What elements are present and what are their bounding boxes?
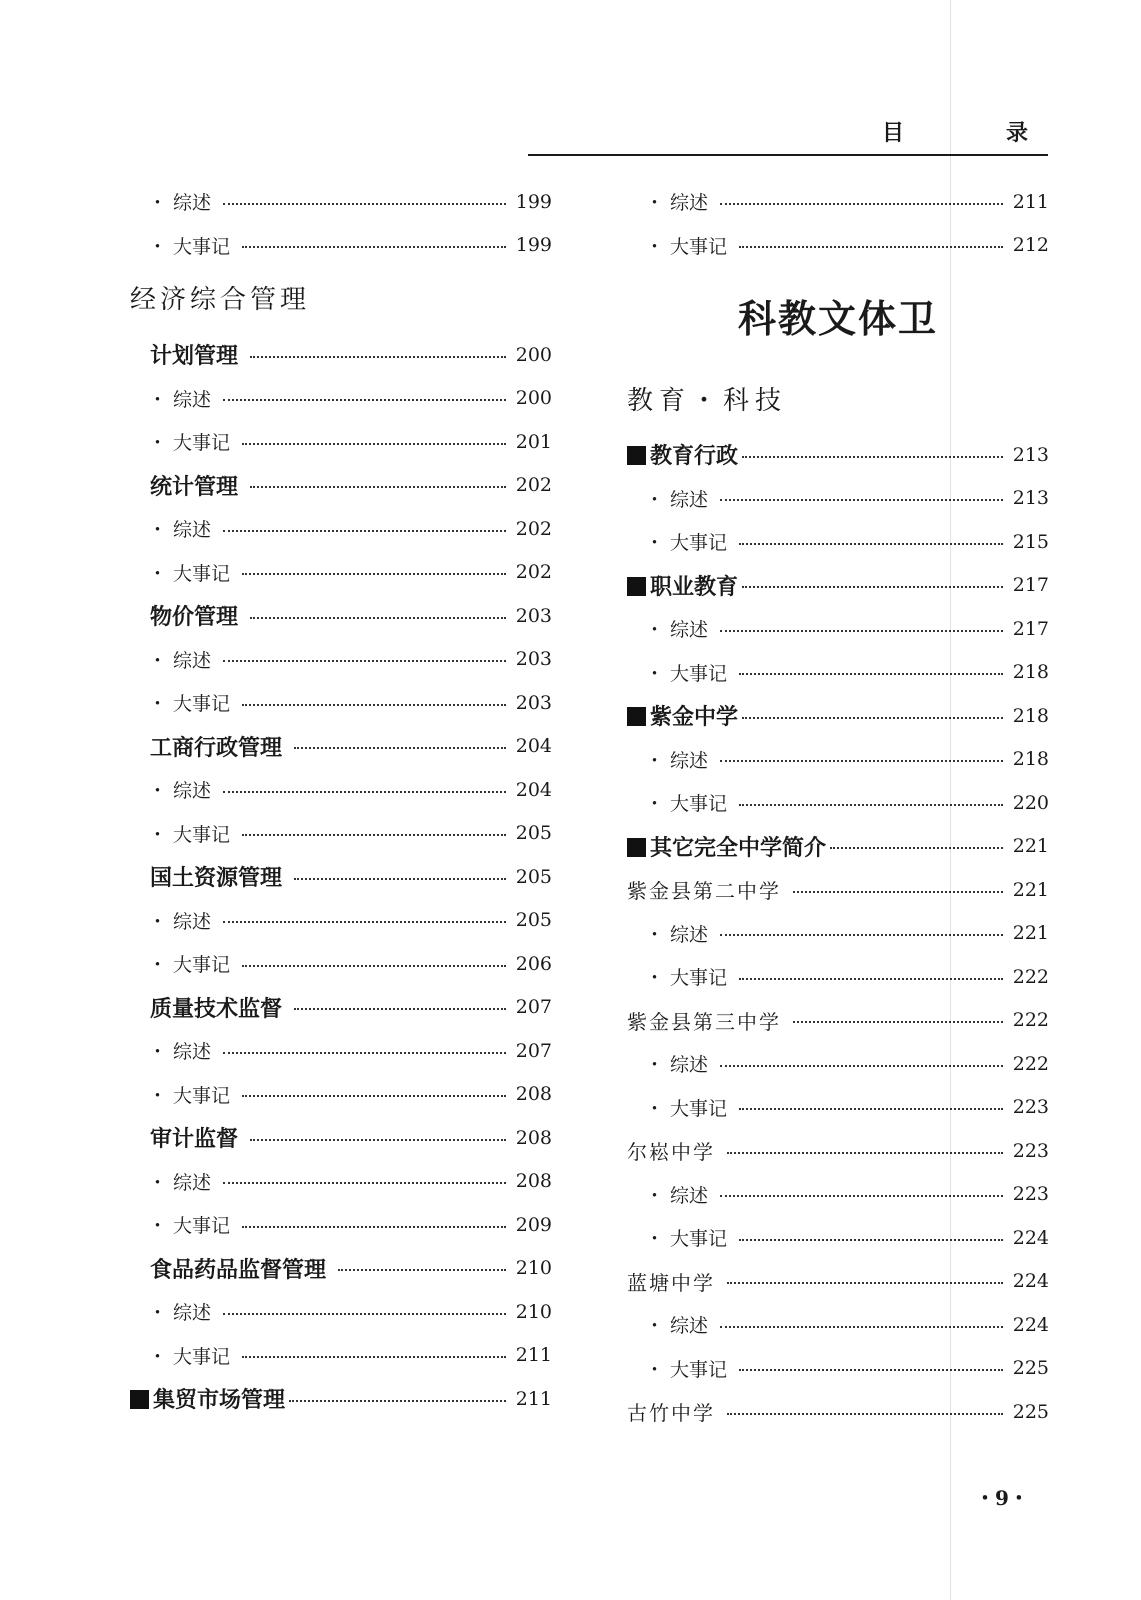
page-ref: 218 — [1012, 661, 1049, 684]
page-ref: 223 — [1012, 1139, 1049, 1162]
toc-item[interactable]: ・ 综述 221 — [645, 922, 1049, 946]
page-ref: 218 — [1012, 748, 1049, 771]
page-ref: 202 — [515, 474, 552, 497]
toc-item[interactable]: ・ 综述 199 — [148, 190, 552, 215]
toc-item[interactable]: ・ 综述 208 — [148, 1170, 552, 1194]
page-ref: 217 — [1012, 617, 1049, 640]
dot-leader — [223, 203, 506, 205]
toc-item[interactable]: ・ 大事记 203 — [148, 691, 552, 716]
dot-leader — [250, 617, 506, 619]
toc-item[interactable]: ・ 大事记 223 — [645, 1096, 1049, 1120]
dot-leader — [223, 1182, 506, 1184]
toc-item[interactable]: ・ 综述 200 — [148, 387, 552, 411]
dot-leader — [742, 456, 1003, 458]
page-ref: 211 — [1012, 190, 1049, 213]
page-ref: 204 — [515, 778, 552, 801]
dot-leader — [223, 1313, 506, 1315]
toc-item[interactable]: ・ 大事记 206 — [148, 952, 552, 977]
toc-school[interactable]: 紫金县第二中学 221 — [627, 878, 1049, 904]
dot-leader — [242, 246, 506, 248]
toc-item[interactable]: ・ 大事记 225 — [645, 1357, 1049, 1381]
dot-leader — [720, 203, 1003, 205]
page-ref: 199 — [515, 234, 552, 257]
square-bullet-icon — [627, 446, 646, 465]
page-ref: 203 — [515, 648, 552, 671]
dot-leader — [338, 1269, 506, 1271]
dot-leader — [294, 1008, 506, 1010]
toc-section[interactable]: 统计管理 202 — [150, 474, 552, 500]
page-ref: 209 — [515, 1213, 552, 1236]
toc-item[interactable]: ・ 综述 202 — [148, 517, 552, 542]
toc-section[interactable]: 物价管理 203 — [150, 604, 552, 631]
dot-leader — [742, 586, 1003, 588]
page-ref: 208 — [515, 1170, 552, 1193]
dot-leader — [242, 965, 506, 967]
toc-item[interactable]: ・ 综述 224 — [645, 1313, 1049, 1338]
page-ref: 205 — [515, 865, 552, 888]
page-ref: 204 — [515, 735, 552, 758]
toc-school[interactable]: 尔崧中学 223 — [627, 1139, 1049, 1165]
page-ref: 225 — [1012, 1400, 1049, 1423]
page-ref: 222 — [1012, 1052, 1049, 1075]
page-ref: 223 — [1012, 1183, 1049, 1206]
toc-item[interactable]: ・ 大事记 218 — [645, 661, 1049, 685]
page-ref: 202 — [515, 517, 552, 540]
dot-leader — [250, 356, 506, 358]
page-ref: 221 — [1012, 922, 1049, 945]
page-ref: 202 — [515, 561, 552, 584]
dot-leader — [242, 834, 506, 836]
dot-leader — [720, 1326, 1003, 1328]
square-bullet-icon — [627, 707, 646, 726]
toc-section[interactable]: 审计监督 208 — [150, 1126, 552, 1153]
dot-leader — [242, 443, 506, 445]
toc-item[interactable]: ・ 综述 217 — [645, 617, 1049, 642]
page-ref: 221 — [1012, 878, 1049, 901]
page-ref: 217 — [1012, 574, 1049, 597]
toc-section[interactable]: 其它完全中学简介 221 — [627, 825, 1049, 869]
dot-leader — [250, 1139, 506, 1141]
dot-leader — [739, 804, 1003, 806]
toc-item[interactable]: ・ 大事记 208 — [148, 1083, 552, 1107]
page-ref: 200 — [515, 387, 552, 410]
header-title: 目 录 — [881, 121, 1068, 146]
dot-leader — [223, 1052, 506, 1054]
toc-section[interactable]: 工商行政管理 204 — [150, 735, 552, 761]
page-ref: 212 — [1012, 234, 1049, 257]
page-ref: 207 — [515, 1039, 552, 1062]
dot-leader — [242, 1226, 506, 1228]
toc-item[interactable]: ・ 大事记 201 — [148, 430, 552, 455]
square-bullet-icon — [627, 577, 646, 596]
page-ref: 225 — [1012, 1357, 1049, 1380]
dot-leader — [793, 891, 1003, 893]
dot-leader — [739, 1239, 1003, 1241]
toc-item[interactable]: ・ 综述 213 — [645, 487, 1049, 511]
page-ref: 206 — [515, 952, 552, 975]
toc-section[interactable]: 食品药品监督管理 210 — [150, 1257, 552, 1283]
page-ref: 218 — [1012, 704, 1049, 727]
page-ref: 210 — [515, 1300, 552, 1323]
toc-item[interactable]: ・ 大事记 205 — [148, 822, 552, 846]
page-ref: 220 — [1012, 791, 1049, 814]
toc-section[interactable]: 紫金中学 218 — [627, 694, 1049, 738]
page-ref: 207 — [515, 996, 552, 1019]
page-ref: 208 — [515, 1083, 552, 1106]
toc-item[interactable]: ・ 大事记 209 — [148, 1213, 552, 1238]
group-heading: 经济综合管理 — [130, 284, 311, 315]
dot-leader — [830, 847, 1003, 849]
dot-leader — [250, 486, 506, 488]
page-ref: 208 — [515, 1126, 552, 1149]
dot-leader — [223, 399, 506, 401]
dot-leader — [289, 1400, 506, 1402]
page-ref: 203 — [515, 604, 552, 627]
toc-section[interactable]: 集贸市场管理 211 — [130, 1377, 552, 1421]
dot-leader — [727, 1152, 1003, 1154]
dot-leader — [720, 760, 1003, 762]
toc-item[interactable]: ・ 大事记 212 — [645, 234, 1049, 258]
dot-leader — [739, 543, 1003, 545]
dot-leader — [727, 1413, 1003, 1415]
toc-right-column — [627, 180, 1049, 1434]
dot-leader — [223, 791, 506, 793]
dot-leader — [720, 1065, 1003, 1067]
toc-item[interactable]: ・ 综述 205 — [148, 909, 552, 933]
toc-item[interactable]: ・ 综述 218 — [645, 748, 1049, 772]
toc-section[interactable]: 国土资源管理 205 — [150, 865, 552, 892]
toc-item[interactable]: ・ 大事记 220 — [645, 791, 1049, 816]
part-title: 科教文体卫 — [737, 295, 938, 341]
toc-item[interactable]: ・ 综述 203 — [148, 648, 552, 672]
header-rule — [528, 154, 1048, 156]
dot-leader — [793, 1021, 1003, 1023]
dot-leader — [242, 704, 506, 706]
dot-leader — [727, 1282, 1003, 1284]
dot-leader — [739, 246, 1003, 248]
toc-item[interactable]: ・ 大事记 199 — [148, 234, 552, 258]
dot-leader — [720, 499, 1003, 501]
dot-leader — [739, 673, 1003, 675]
toc-item[interactable]: ・ 大事记 215 — [645, 530, 1049, 555]
dot-leader — [720, 934, 1003, 936]
page-ref: 224 — [1012, 1226, 1049, 1249]
toc-item[interactable]: ・ 综述 222 — [645, 1052, 1049, 1077]
page-ref: 200 — [515, 343, 552, 366]
dot-leader — [242, 1356, 506, 1358]
toc-section[interactable]: 质量技术监督 207 — [150, 996, 552, 1022]
dot-leader — [223, 530, 506, 532]
dot-leader — [739, 1369, 1003, 1371]
toc-item[interactable]: ・ 大事记 224 — [645, 1226, 1049, 1251]
page-ref: 223 — [1012, 1096, 1049, 1119]
toc-section[interactable]: 计划管理 200 — [150, 343, 552, 370]
toc-section[interactable]: 职业教育 217 — [627, 564, 1049, 608]
dot-leader — [294, 747, 506, 749]
toc-item[interactable]: ・ 大事记 222 — [645, 965, 1049, 990]
dot-leader — [294, 878, 506, 880]
page-ref: 213 — [1012, 487, 1049, 510]
dot-leader — [720, 1195, 1003, 1197]
running-header — [528, 112, 1068, 156]
page-ref: 205 — [515, 909, 552, 932]
page-ref: 211 — [515, 1387, 552, 1410]
page-ref: 199 — [515, 190, 552, 213]
toc-item[interactable]: ・ 大事记 211 — [148, 1344, 552, 1368]
dot-leader — [739, 1108, 1003, 1110]
toc-school[interactable]: 紫金县第三中学 222 — [627, 1009, 1049, 1034]
dot-leader — [223, 660, 506, 662]
toc-item[interactable]: ・ 大事记 202 — [148, 561, 552, 585]
page-ref: 211 — [515, 1344, 552, 1367]
category-heading: 教育・科技 — [627, 385, 788, 416]
toc-item[interactable]: ・ 综述 210 — [148, 1300, 552, 1325]
dot-leader — [223, 921, 506, 923]
page-ref: 222 — [1012, 1009, 1049, 1032]
toc-left-column — [130, 180, 552, 1421]
dot-leader — [742, 717, 1003, 719]
toc-item[interactable]: ・ 综述 211 — [645, 190, 1049, 215]
toc-section[interactable]: 教育行政 213 — [627, 433, 1049, 477]
page-ref: 213 — [1012, 443, 1049, 466]
page-ref: 215 — [1012, 530, 1049, 553]
page-ref: 205 — [515, 822, 552, 845]
toc-school[interactable]: 古竹中学 225 — [627, 1400, 1049, 1426]
page-ref: 210 — [515, 1257, 552, 1280]
square-bullet-icon — [130, 1390, 149, 1409]
page-ref: 203 — [515, 691, 552, 714]
toc-school[interactable]: 蓝塘中学 224 — [627, 1270, 1049, 1295]
square-bullet-icon — [627, 838, 646, 857]
page-ref: 224 — [1012, 1313, 1049, 1336]
page-number: ・9・ — [975, 1486, 1029, 1510]
page-ref: 201 — [515, 430, 552, 453]
dot-leader — [242, 1095, 506, 1097]
toc-item[interactable]: ・ 综述 204 — [148, 778, 552, 803]
page-ref: 222 — [1012, 965, 1049, 988]
toc-item[interactable]: ・ 综述 223 — [645, 1183, 1049, 1207]
dot-leader — [720, 630, 1003, 632]
dot-leader — [242, 573, 506, 575]
page-ref: 224 — [1012, 1270, 1049, 1293]
page-ref: 221 — [1012, 835, 1049, 858]
toc-item[interactable]: ・ 综述 207 — [148, 1039, 552, 1064]
dot-leader — [739, 978, 1003, 980]
